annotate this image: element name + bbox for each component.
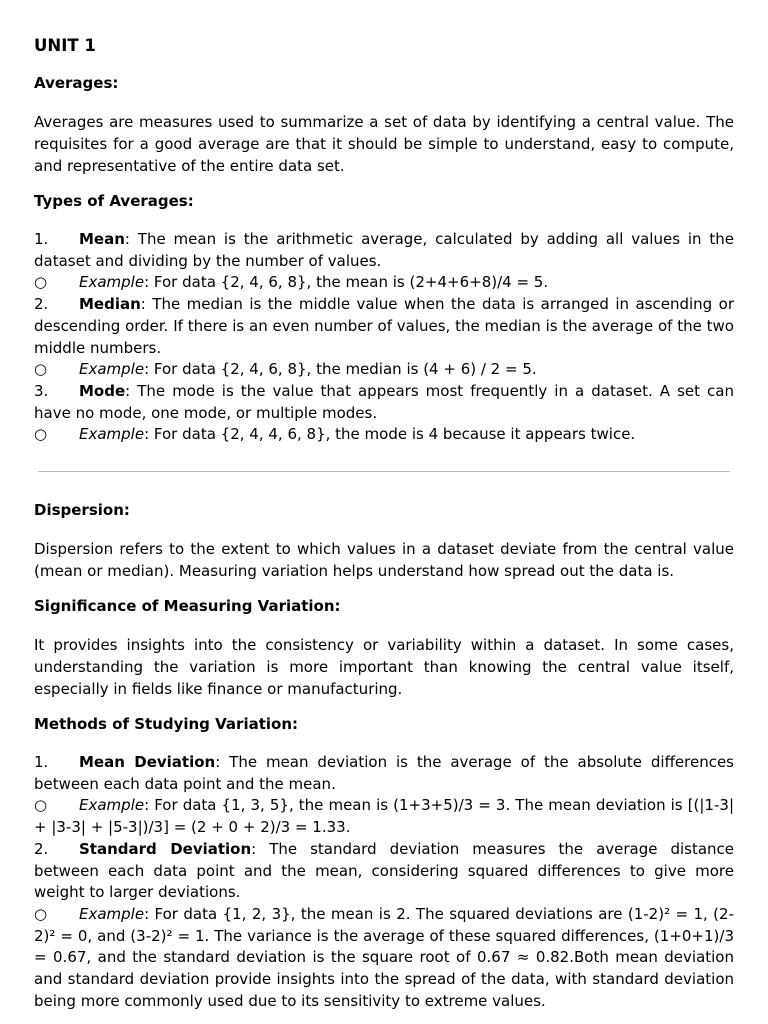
definition-mean: : The mean is the arithmetic average, calculated by adding all values in the dataset and dividing by the number of values. xyxy=(34,230,734,270)
example-label: Example xyxy=(79,796,145,815)
example-mean xyxy=(34,272,734,294)
bullet-icon: ○ xyxy=(34,904,48,923)
dispersion-intro: Dispersion refers to the extent to which values in a dataset deviate from the central value (mean or median). Measuring variation helps understand how spread out the data is. xyxy=(34,540,734,581)
list-number: 3. xyxy=(34,381,49,400)
example-label: Example xyxy=(79,425,145,444)
list-number: 2. xyxy=(34,839,49,858)
list-item-mean xyxy=(34,229,734,272)
bullet-icon: ○ xyxy=(34,425,48,444)
list-item-mean-deviation xyxy=(34,752,734,795)
example-text: : For data {2, 4, 6, 8}, the mean is (2+4+6+8)/4 = 5. xyxy=(144,273,549,292)
definition-standard-deviation: : The standard deviation measures the average distance between each data point and the mean, considering squared differences to give more weight to larger deviations. xyxy=(34,839,735,902)
section-divider xyxy=(38,471,730,472)
example-label: Example xyxy=(79,360,145,379)
list-item-median xyxy=(34,294,734,359)
dispersion-heading: Dispersion: xyxy=(34,501,130,520)
averages-heading: Averages: xyxy=(34,74,119,92)
list-number: 1. xyxy=(34,230,49,248)
unit-title: UNIT 1 xyxy=(34,36,96,55)
definition-mode: : The mode is the value that appears most frequently in a dataset. A set can have no mode, one mode, or multiple modes. xyxy=(34,381,734,422)
bullet-icon: ○ xyxy=(34,273,48,292)
example-label: Example xyxy=(79,904,145,923)
term-mode: Mode xyxy=(79,381,126,400)
example-standard-deviation xyxy=(34,904,734,1013)
list-number: 2. xyxy=(34,295,49,314)
example-text: : For data {2, 4, 4, 6, 8}, the mode is 4 because it appears twice. xyxy=(144,425,636,444)
list-item-mode xyxy=(34,381,734,424)
term-standard-deviation: Standard Deviation xyxy=(79,839,252,858)
list-item-standard-deviation xyxy=(34,839,734,904)
types-of-averages-heading: Types of Averages: xyxy=(34,192,194,210)
example-text: : For data {2, 4, 6, 8}, the median is (4 + 6) / 2 = 5. xyxy=(144,360,537,379)
list-number: 1. xyxy=(34,753,49,772)
term-median: Median xyxy=(79,295,141,314)
significance-text: It provides insights into the consistency or variability within a dataset. In some cases, understanding the variation is more important than knowing the central value itself, especially in fields like finance or manufacturing. xyxy=(34,636,734,699)
definition-median: : The median is the middle value when the data is arranged in ascending or descending order. If there is an even number of values, the median is the average of the two middle numbers. xyxy=(34,295,734,357)
example-mode xyxy=(34,424,734,446)
example-label: Example xyxy=(79,273,145,292)
bullet-icon: ○ xyxy=(34,796,48,815)
definition-mean-deviation: : The mean deviation is the average of the absolute differences between each data point and the mean. xyxy=(34,753,735,793)
significance-heading: Significance of Measuring Variation: xyxy=(34,597,341,616)
bullet-icon: ○ xyxy=(34,360,48,379)
example-median xyxy=(34,359,734,381)
term-mean-deviation: Mean Deviation xyxy=(79,753,216,772)
averages-intro: Averages are measures used to summarize a set of data by identifying a central value. The requisites for a good average are that it should be simple to understand, easy to compute, and representative of the entire data set. xyxy=(34,113,734,175)
averages-list xyxy=(34,229,734,446)
example-mean-deviation xyxy=(34,795,734,838)
example-text: : For data {1, 2, 3}, the mean is 2. The squared deviations are (1-2)² = 1, (2-2)² = 0, and (3-2)² = 1. The variance is the average of these squared differences, (1+0+1)/3 = 0.67, and the standard deviation is the square root of 0.67 ≈ 0.82.Both mean deviation and standard deviation provide insights into the spread of the data, with standard deviation being more commonly used due to its sensitivity to extreme values. xyxy=(34,904,734,1010)
term-mean: Mean xyxy=(79,230,125,248)
example-text: : For data {1, 3, 5}, the mean is (1+3+5)/3 = 3. The mean deviation is [(|1-3| + |3-3| + |5-3|)/3] = (2 + 0 + 2)/3 = 1.33. xyxy=(34,796,734,837)
methods-list xyxy=(34,752,734,1012)
methods-heading: Methods of Studying Variation: xyxy=(34,715,299,734)
